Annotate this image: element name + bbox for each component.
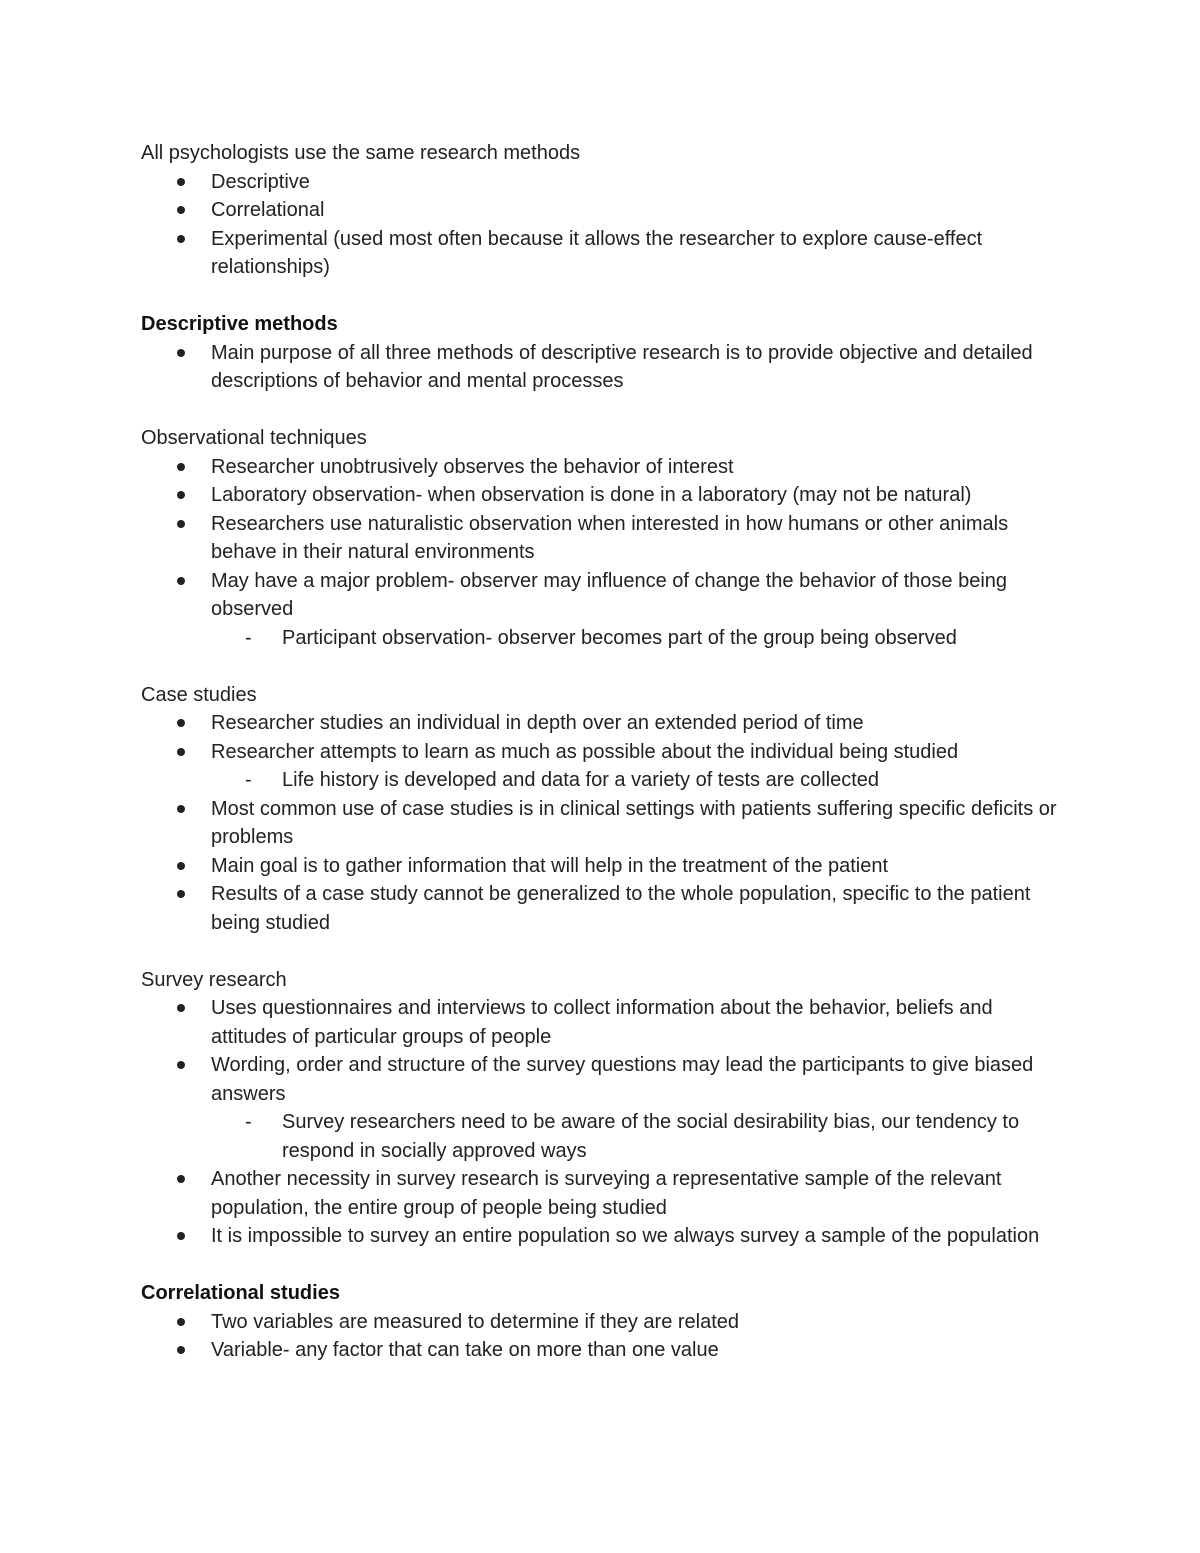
list-item: It is impossible to survey an entire population so we always survey a sample of the population — [141, 1222, 1071, 1251]
bullet-icon — [177, 520, 185, 528]
list-item: Results of a case study cannot be generalized to the whole population, specific to the patient being studied — [141, 880, 1071, 937]
bullet-icon — [177, 1318, 185, 1326]
subsection-title: Case studies — [141, 683, 257, 706]
document-body — [141, 139, 1071, 1365]
bullet-icon — [177, 1232, 185, 1240]
bullet-icon — [177, 491, 185, 499]
dash-icon: - — [245, 626, 252, 649]
bullet-icon — [177, 206, 185, 214]
bullet-icon — [177, 805, 185, 813]
section-heading: Correlational studies — [141, 1282, 340, 1304]
bullet-icon — [177, 748, 185, 756]
section-heading: Descriptive methods — [141, 313, 338, 335]
list-item: May have a major problem- observer may influence of change the behavior of those being observed - Participant observation- observer becomes part of the group being observed — [141, 567, 1071, 653]
bullet-icon — [177, 1004, 185, 1012]
sub-list — [211, 766, 1071, 795]
bullet-icon — [177, 719, 185, 727]
sub-list-item: - Life history is developed and data for a variety of tests are collected — [211, 766, 1071, 795]
case-studies-list — [141, 709, 1071, 937]
bullet-icon — [177, 1346, 185, 1354]
list-item: Two variables are measured to determine if they are related — [141, 1308, 1071, 1337]
list-item: Researcher studies an individual in depth over an extended period of time — [141, 709, 1071, 738]
bullet-icon — [177, 349, 185, 357]
intro-list — [141, 168, 1071, 282]
subsection-title: Observational techniques — [141, 427, 367, 449]
survey-section — [141, 966, 1071, 1251]
descriptive-section — [141, 310, 1071, 396]
correlational-list — [141, 1308, 1071, 1365]
sub-list — [211, 1108, 1071, 1165]
descriptive-list — [141, 339, 1071, 396]
intro-section — [141, 139, 1071, 282]
bullet-icon — [177, 890, 185, 898]
list-item: Uses questionnaires and interviews to collect information about the behavior, beliefs and attitudes of particular groups of people — [141, 994, 1071, 1051]
observational-list — [141, 453, 1071, 653]
case-studies-section — [141, 681, 1071, 938]
subsection-title: Survey research — [141, 968, 287, 991]
dash-icon: - — [245, 1111, 252, 1133]
sub-list-item: - Participant observation- observer becomes part of the group being observed — [211, 624, 1071, 653]
list-item: Researcher unobtrusively observes the behavior of interest — [141, 453, 1071, 482]
spacer — [141, 1251, 1071, 1280]
list-item: Another necessity in survey research is surveying a representative sample of the relevant population, the entire group of people being studied — [141, 1165, 1071, 1222]
list-item: Main goal is to gather information that will help in the treatment of the patient — [141, 852, 1071, 881]
correlational-section — [141, 1279, 1071, 1365]
list-item: Wording, order and structure of the survey questions may lead the participants to give biased answers - Survey researchers need to be aware of the social desirability bias, our tendency to respond in socially approved ways — [141, 1051, 1071, 1165]
bullet-icon — [177, 1061, 185, 1069]
observational-section — [141, 424, 1071, 652]
survey-list — [141, 994, 1071, 1251]
bullet-icon — [177, 862, 185, 870]
list-item: Laboratory observation- when observation is done in a laboratory (may not be natural) — [141, 481, 1071, 510]
spacer — [141, 396, 1071, 425]
sub-list-item: - Survey researchers need to be aware of the social desirability bias, our tendency to respond in socially approved ways — [211, 1108, 1071, 1165]
bullet-icon — [177, 463, 185, 471]
list-item: Researchers use naturalistic observation when interested in how humans or other animals behave in their natural environments — [141, 510, 1071, 567]
spacer — [141, 652, 1071, 681]
bullet-icon — [177, 178, 185, 186]
intro-title: All psychologists use the same research methods — [141, 142, 581, 164]
list-item: Most common use of case studies is in clinical settings with patients suffering specific deficits or problems — [141, 795, 1071, 852]
dash-icon: - — [245, 769, 252, 791]
list-item: Variable- any factor that can take on more than one value — [141, 1336, 1071, 1365]
sub-list — [211, 624, 1071, 653]
bullet-icon — [177, 1175, 185, 1183]
list-item: Correlational — [141, 196, 1071, 225]
bullet-icon — [177, 577, 185, 585]
list-item: Researcher attempts to learn as much as possible about the individual being studied - Life history is developed and data for a variety of tests are collected — [141, 738, 1071, 795]
spacer — [141, 937, 1071, 966]
list-item: Main purpose of all three methods of descriptive research is to provide objective and detailed descriptions of behavior and mental processes — [141, 339, 1071, 396]
list-item: Experimental (used most often because it allows the researcher to explore cause-effect relationships) — [141, 225, 1071, 282]
bullet-icon — [177, 235, 185, 243]
list-item: Descriptive — [141, 168, 1071, 197]
spacer — [141, 282, 1071, 311]
